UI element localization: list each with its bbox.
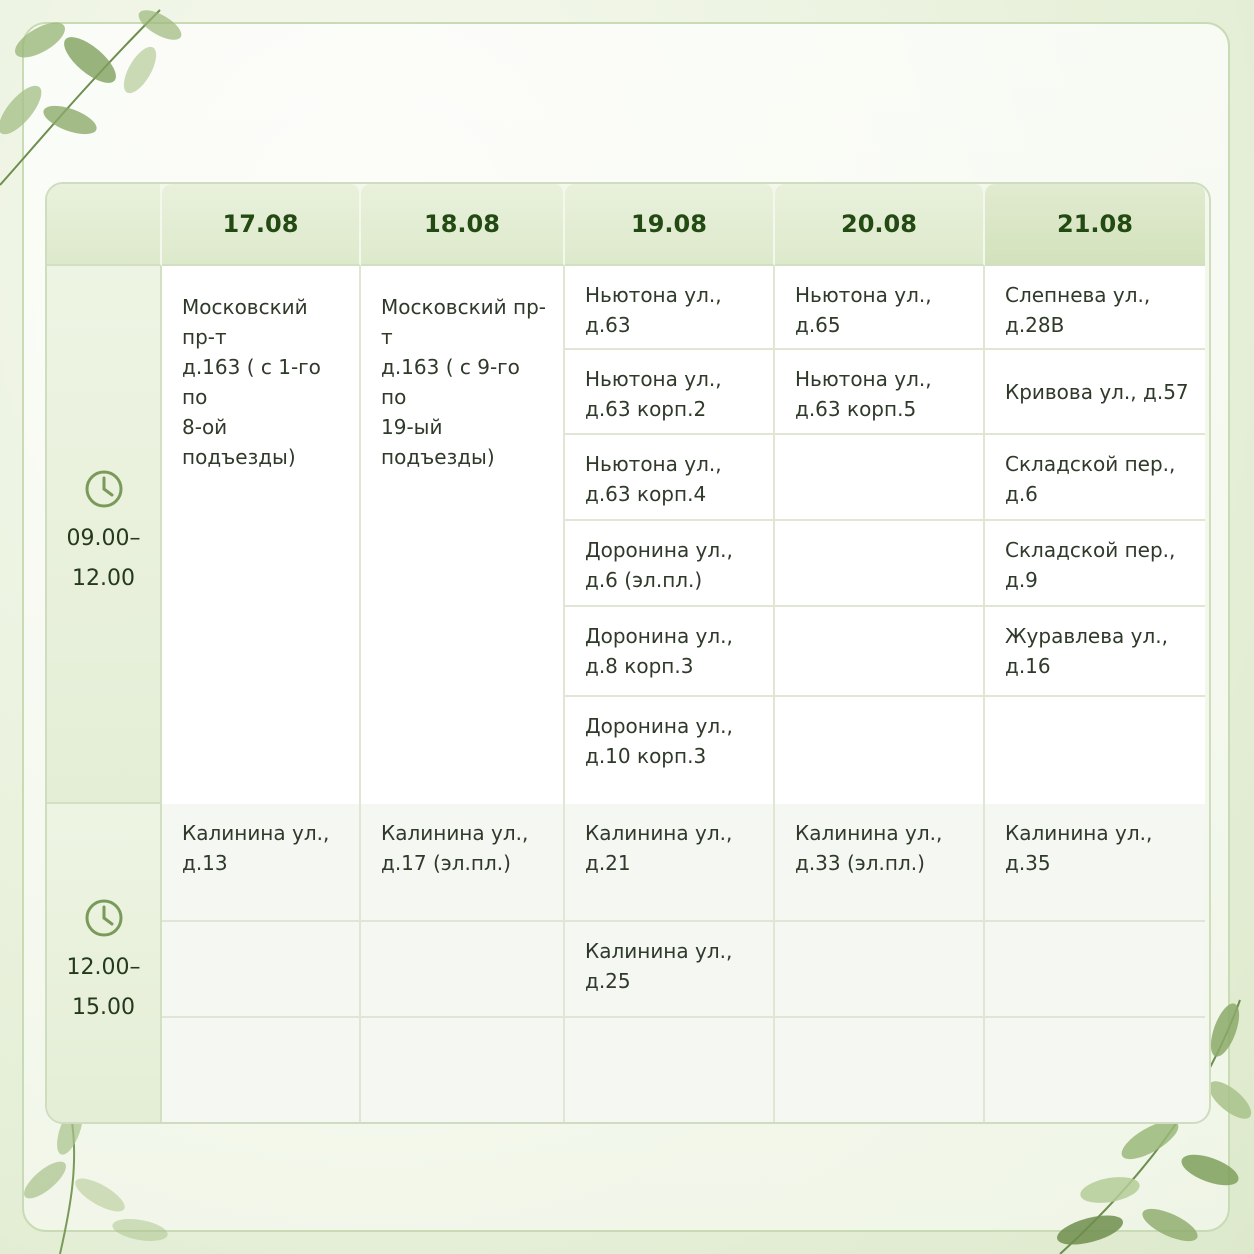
address-cell: Ньютона ул., д.65 [775, 266, 983, 350]
address-cell [775, 607, 983, 697]
address-cell [985, 1018, 1205, 1122]
address-cell [565, 1018, 773, 1122]
clock-icon [84, 898, 124, 938]
address-cell: Кривова ул., д.57 [985, 350, 1205, 435]
address-cell: Слепнева ул., д.28В [985, 266, 1205, 350]
address-cell: Калинина ул., д.33 (эл.пл.) [775, 804, 983, 922]
address-cell [775, 521, 983, 607]
address-cell: Калинина ул., д.25 [565, 922, 773, 1018]
column-21-morning [985, 266, 1205, 804]
address-cell: Калинина ул., д.21 [565, 804, 773, 922]
address-cell: Доронина ул., д.10 корп.3 [585, 714, 733, 768]
column-17-afternoon [162, 804, 361, 1122]
address-cell: Ньютона ул., д.63 корп.2 [565, 350, 773, 435]
address-cell [162, 1018, 359, 1122]
address-cell: Доронина ул., д.8 корп.3 [565, 607, 773, 697]
address-cell [361, 922, 563, 1018]
column-18-afternoon [361, 804, 565, 1122]
address-cell: Ньютона ул., д.63 [565, 266, 773, 350]
address-cell: Московский пр-т д.163 ( с 1-го по 8-ой подъезды) [162, 266, 359, 804]
time-slot-label: 09.00– 12.00 [66, 526, 141, 591]
schedule-table [45, 182, 1211, 1124]
header-date: 18.08 [361, 184, 565, 266]
address-cell [775, 435, 983, 521]
address-cell [162, 922, 359, 1018]
address-cell: Ньютона ул., д.63 корп.4 [565, 435, 773, 521]
column-21-afternoon [985, 804, 1205, 1122]
header-date: 21.08 [985, 184, 1205, 266]
column-20-morning [775, 266, 985, 804]
address-cell [775, 922, 983, 1018]
header-date: 20.08 [775, 184, 985, 266]
header-date: 19.08 [565, 184, 775, 266]
column-19-afternoon [565, 804, 775, 1122]
address-cell: Доронина ул., д.6 (эл.пл.) [565, 521, 773, 607]
address-cell [985, 697, 1205, 804]
address-cell: Журавлева ул., д.16 [985, 607, 1205, 697]
header-corner [47, 184, 162, 266]
time-slot-morning [47, 266, 162, 804]
address-cell: Московский пр-т д.163 ( с 9-го по 19-ый подъезды) [361, 266, 563, 804]
address-cell [361, 1018, 563, 1122]
clock-icon [84, 469, 124, 509]
header-date: 17.08 [162, 184, 361, 266]
column-18-morning [361, 266, 565, 804]
address-cell [985, 922, 1205, 1018]
address-cell: Калинина ул., д.13 [162, 804, 359, 922]
address-cell: Калинина ул., д.35 [985, 804, 1205, 922]
address-cell: Складской пер., д.9 [985, 521, 1205, 607]
address-cell: Складской пер., д.6 [985, 435, 1205, 521]
address-cell: Ньютона ул., д.63 корп.5 [775, 350, 983, 435]
address-cell: Калинина ул., д.17 (эл.пл.) [361, 804, 563, 922]
address-cell [775, 1018, 983, 1122]
column-17-morning [162, 266, 361, 804]
address-cell [775, 697, 983, 804]
column-19-morning [565, 266, 775, 804]
time-slot-afternoon [47, 804, 162, 1122]
time-slot-label: 12.00– 15.00 [66, 955, 141, 1020]
column-20-afternoon [775, 804, 985, 1122]
